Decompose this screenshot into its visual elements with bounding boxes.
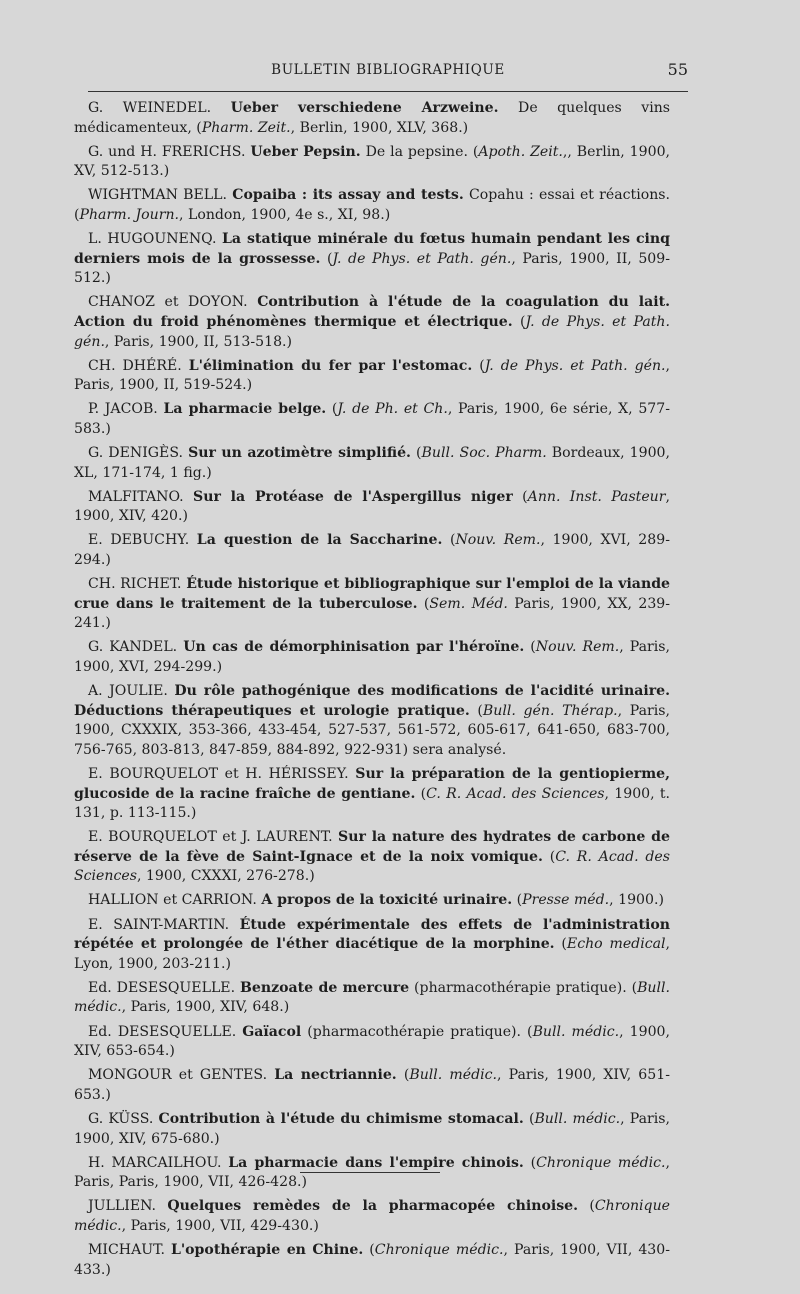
- entry-journal: J. de Phys. et Path. gén.: [74, 313, 670, 350]
- bibliography-entry: [74, 891, 670, 911]
- entry-author: MALFITANO.: [88, 488, 184, 505]
- entry-journal: J. de Ph. et Ch.: [337, 401, 448, 418]
- entry-journal: C. R. Acad. des Sciences: [426, 785, 605, 802]
- entry-journal: Bull. médic.: [409, 1067, 497, 1084]
- bibliography-entry: [74, 1023, 670, 1062]
- entry-note: (: [331, 401, 338, 418]
- entry-title: Un cas de démorphinisation par l'héroïne.: [183, 639, 525, 656]
- entry-author: JULLIEN.: [88, 1198, 157, 1215]
- entry-details: , London, 1900, 4e s., XI, 98.): [179, 206, 391, 223]
- entry-author: HALLION et CARRION.: [88, 892, 257, 909]
- entry-journal: Bull. Soc. Pharm.: [421, 445, 547, 461]
- entry-note: (: [449, 532, 456, 549]
- entry-details: , 1900.): [609, 892, 664, 909]
- entry-title: Étude expérimentale des effets de l'administration répétée et prolongée de l'éther diacétique de la morphine.: [74, 916, 670, 953]
- entry-title: Sur la nature des hydrates de carbone de réserve de la fève de Saint-Ignace et de la noix vomique.: [74, 829, 670, 865]
- entry-details: , 1900, XIV, 653-654.): [74, 1023, 670, 1060]
- entry-title: Du rôle pathogénique des modifications de l'acidité urinaire. Déductions thérapeutiques et urologie pratique.: [74, 683, 670, 719]
- entry-note: (: [423, 595, 430, 612]
- entry-details: , Berlin, 1900, XLV, 368.): [290, 119, 469, 136]
- entry-journal: J. de Phys. et Path. gén.: [332, 250, 512, 267]
- entry-journal: Pharm. Journ.: [79, 206, 180, 223]
- entry-note: (: [403, 1067, 410, 1084]
- entry-title: L'opothérapie en Chine.: [170, 1241, 364, 1258]
- entry-details: , 1900, CXXXI, 276-278.): [136, 868, 315, 885]
- entry-title: Sur un azotimètre simplifié.: [188, 445, 411, 461]
- entry-journal: Bull. médic.: [532, 1023, 620, 1040]
- entry-title: La nectriannie.: [274, 1067, 397, 1084]
- entry-note: (: [549, 848, 556, 865]
- entry-author: E. SAINT-MARTIN.: [88, 916, 230, 933]
- entry-author: G. KÜSS.: [88, 1110, 154, 1127]
- bibliography-entry: [74, 979, 670, 1018]
- bibliography-entry: [74, 1066, 670, 1105]
- bibliography-entry: [74, 488, 670, 527]
- entry-title: Quelques remèdes de la pharmacopée chinoise.: [167, 1198, 579, 1215]
- entry-title: La statique minérale du fœtus humain pendant les cinq derniers mois de la grossesse.: [74, 231, 671, 267]
- entry-author: L. HUGOUNENQ.: [88, 231, 217, 248]
- bibliography-entry: [74, 1197, 670, 1236]
- entry-journal: J. de Phys. et Path. gén.: [484, 357, 666, 374]
- bibliography-entry: [74, 1110, 670, 1149]
- entry-note: (pharmacothérapie pratique). (: [414, 979, 638, 996]
- entry-note: (pharmacothérapie pratique). (: [307, 1023, 533, 1040]
- entry-journal: Apoth. Zeit.: [478, 143, 563, 160]
- entry-title: Sur la préparation de la gentiopierme, glucoside de la racine fraîche de gentiane.: [74, 765, 670, 802]
- entry-journal: Presse méd.: [522, 892, 610, 909]
- entry-journal: Bull. médic.: [534, 1110, 621, 1127]
- entry-author: WIGHTMAN BELL.: [88, 187, 228, 204]
- entry-title: A propos de la toxicité urinaire.: [261, 892, 513, 909]
- entry-note: (: [561, 936, 567, 953]
- entry-author: G. WEINEDEL.: [88, 100, 212, 116]
- entry-title: Contribution à l'étude de la coagulation du lait. Action du froid phénomènes thermique et électrique.: [74, 294, 670, 330]
- entry-details: Bordeaux, 1900, XL, 171-174, 1 fig.): [74, 445, 671, 481]
- bibliography-entry: [74, 531, 670, 570]
- bibliography-entry: [74, 400, 670, 439]
- entry-author: CHANOZ et DOYON.: [88, 294, 248, 311]
- entry-title: La pharmacie belge.: [163, 401, 327, 418]
- entry-details: , 1900, XVI, 289-294.): [74, 532, 670, 568]
- entry-author: Ed. DESESQUELLE.: [88, 1023, 237, 1040]
- entry-author: Ed. DESESQUELLE.: [88, 979, 236, 996]
- entry-title: La question de la Saccharine.: [196, 532, 443, 549]
- bibliography-entry: [74, 357, 670, 396]
- entry-title: Ueber verschiedene Arzweine.: [230, 100, 499, 116]
- entry-details: , 1900, t. 131, p. 113-115.): [74, 785, 671, 822]
- entry-note: De quelques vins médicamenteux, (: [74, 100, 671, 136]
- entry-note: (: [416, 445, 422, 461]
- entry-note: (: [477, 702, 483, 719]
- entry-note: De la pepsine. (: [365, 143, 479, 160]
- entry-journal: Nouv. Rem.: [535, 639, 620, 656]
- entry-details: ,, Berlin, 1900, XV, 512-513.): [74, 143, 671, 180]
- entry-details: , Lyon, 1900, 203-211.): [74, 936, 671, 972]
- entry-journal: Bull. gén. Thérap.: [482, 702, 618, 719]
- entry-note: (: [530, 1154, 537, 1171]
- entry-details: Paris, 1900, XX, 239-241.): [74, 595, 671, 632]
- entry-details: , Paris, 1900, XIV, 675-680.): [74, 1110, 671, 1147]
- entry-author: CH. DHÉRÉ.: [88, 357, 182, 374]
- entry-journal: Chronique médic.: [374, 1241, 504, 1258]
- entry-title: L'élimination du fer par l'estomac.: [188, 357, 473, 374]
- entry-author: E. BOURQUELOT et J. LAURENT.: [88, 829, 333, 846]
- entry-details: , Paris, 1900, XVI, 294-299.): [74, 639, 670, 675]
- entry-author: H. MARCAILHOU.: [88, 1154, 222, 1171]
- entry-author: A. JOULIE.: [88, 683, 168, 700]
- entry-author: E. DEBUCHY.: [88, 532, 190, 549]
- entry-title: Benzoate de mercure: [240, 979, 410, 996]
- entry-author: G. und H. FRERICHS.: [88, 143, 246, 160]
- entry-note: (: [528, 1110, 535, 1127]
- entry-journal: Chronique médic.: [536, 1154, 666, 1171]
- entry-note: Copahu : essai et réactions. (: [74, 187, 670, 223]
- entry-title: Gaïacol: [242, 1023, 302, 1040]
- entry-author: P. JACOB.: [88, 401, 158, 418]
- entry-title: Sur la Protéase de l'Aspergillus niger: [193, 488, 513, 505]
- bibliography-list: [74, 99, 670, 1285]
- entry-journal: Ann. Inst. Pasteur: [527, 488, 666, 505]
- entry-note: (: [522, 488, 528, 505]
- bibliography-entry: [74, 1154, 670, 1193]
- bibliography-entry: [74, 444, 670, 483]
- entry-journal: Sem. Méd.: [429, 595, 508, 612]
- bibliography-entry: [74, 99, 670, 138]
- entry-note: (: [369, 1241, 375, 1258]
- end-rule: [300, 1172, 440, 1173]
- bibliography-entry: [74, 143, 670, 182]
- entry-details: , Paris, 1900, CXXXIX, 353-366, 433-454, 527-537, 561-572, 605-617, 641-650, 683-700, 756-765, 803-813, 847-859, 884-892, 922-931) sera analysé.: [74, 702, 670, 758]
- entry-note: (: [516, 892, 523, 909]
- entry-title: La pharmacie dans l'empire chinois.: [228, 1154, 524, 1171]
- entry-title: Copaiba : its assay and tests.: [232, 187, 464, 204]
- entry-details: , Paris, 1900, 6e série, X, 577-583.): [74, 401, 670, 437]
- entry-note: (: [589, 1198, 595, 1215]
- entry-note: (: [420, 785, 427, 802]
- entry-journal: Chronique médic.: [74, 1198, 670, 1234]
- entry-note: (: [520, 313, 526, 330]
- entry-note: (: [326, 250, 333, 267]
- bibliography-entry: [74, 186, 670, 225]
- running-header: [88, 60, 688, 86]
- entry-title: Contribution à l'étude du chimisme stomacal.: [158, 1110, 524, 1127]
- entry-note: (: [530, 639, 536, 656]
- bibliography-entry: [74, 638, 670, 677]
- entry-journal: C. R. Acad. des Sciences: [74, 848, 671, 885]
- entry-details: , Paris, 1900, II, 513-518.): [104, 333, 293, 350]
- entry-details: , Paris, Paris, 1900, VII, 426-428.): [74, 1154, 670, 1191]
- entry-note: (: [479, 357, 485, 374]
- entry-journal: Pharm. Zeit.: [201, 119, 291, 136]
- entry-author: E. BOURQUELOT et H. HÉRISSEY.: [88, 765, 349, 782]
- bibliography-entry: [74, 916, 670, 975]
- entry-details: , Paris, 1900, VII, 429-430.): [121, 1217, 319, 1234]
- entry-author: G. DENIGÈS.: [88, 445, 183, 461]
- entry-journal: Bull. médic.: [74, 979, 671, 1016]
- entry-author: CH. RICHET.: [88, 576, 182, 593]
- entry-details: , Paris, 1900, II, 509-512.): [74, 250, 670, 287]
- bibliography-entry: [74, 230, 670, 289]
- running-title: BULLETIN BIBLIOGRAPHIQUE: [271, 62, 505, 78]
- entry-details: , 1900, XIV, 420.): [74, 488, 670, 525]
- entry-details: , Paris, 1900, XIV, 648.): [121, 999, 290, 1016]
- entry-journal: Nouv. Rem.: [455, 532, 541, 549]
- entry-author: MONGOUR et GENTES.: [88, 1067, 268, 1084]
- entry-title: Étude historique et bibliographique sur l'emploi de la viande crue dans le traitement de la tuberculose.: [74, 576, 671, 612]
- entry-details: , Paris, 1900, XIV, 651-653.): [74, 1067, 670, 1103]
- page-number: 55: [667, 60, 688, 79]
- bibliography-entry: [74, 765, 670, 824]
- entry-details: , Paris, 1900, VII, 430-433.): [74, 1241, 670, 1278]
- bibliography-entry: [74, 1241, 670, 1280]
- entry-journal: Echo medical: [566, 936, 666, 953]
- entry-author: G. KANDEL.: [88, 639, 178, 656]
- bibliography-entry: [74, 828, 670, 887]
- bibliography-entry: [74, 575, 670, 634]
- entry-author: MICHAUT.: [88, 1241, 165, 1258]
- entry-title: Ueber Pepsin.: [250, 143, 361, 160]
- bibliography-entry: [74, 682, 670, 760]
- entry-details: , Paris, 1900, II, 519-524.): [74, 357, 670, 394]
- header-rule: [88, 91, 688, 92]
- bibliography-entry: [74, 293, 670, 352]
